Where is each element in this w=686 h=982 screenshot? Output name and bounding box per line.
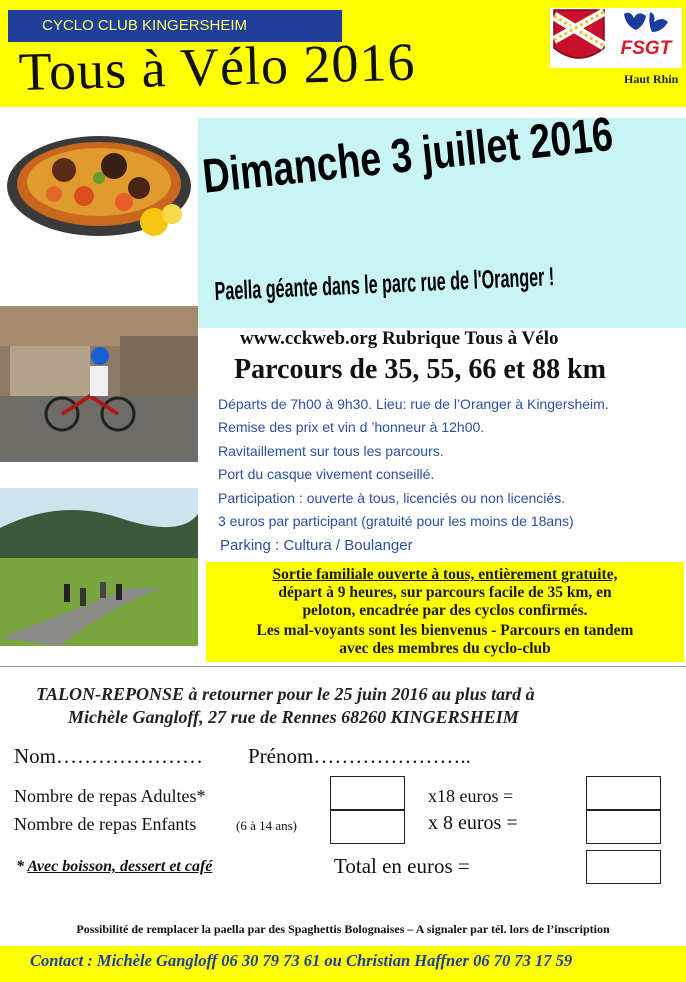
family-line: départ à 9 heures, sur parcours facile de 35 km, en bbox=[278, 584, 612, 601]
family-line: peloton, encadrée par des cyclos confirmés. bbox=[302, 602, 588, 619]
adult-total-input[interactable] bbox=[586, 776, 661, 810]
info-line: Remise des prix et vin d ’honneur à 12h00. bbox=[218, 419, 485, 435]
website-line: www.cckweb.org Rubrique Tous à Vélo bbox=[240, 328, 559, 349]
child-cyclist-photo-icon bbox=[0, 306, 198, 462]
logos bbox=[550, 8, 682, 68]
total-label: Total en euros = bbox=[334, 854, 470, 878]
landscape-cyclists-photo-icon bbox=[0, 488, 198, 646]
talon-heading: TALON-REPONSE à retourner pour le 25 juin 2016 au plus tard à bbox=[36, 684, 535, 704]
footer-note: Possibilité de remplacer la paella par des Spaghettis Bolognaises – A signaler par tél. lors de l’inscription bbox=[76, 922, 610, 936]
contact-line: Contact : Michèle Gangloff 06 30 79 73 61 ou Christian Haffner 06 70 73 17 59 bbox=[30, 951, 573, 970]
nom-field[interactable]: Nom………………… bbox=[14, 744, 203, 768]
fsgt-logo-text: FSGT bbox=[620, 38, 672, 59]
family-line: Sortie familiale ouverte à tous, entièrement gratuite, bbox=[272, 566, 618, 583]
family-line: avec des membres du cyclo-club bbox=[339, 640, 551, 657]
club-name-banner: CYCLO CLUB KINGERSHEIM bbox=[8, 10, 342, 42]
meal-note-text: Avec boisson, dessert et café bbox=[27, 858, 213, 875]
adult-price-label: x18 euros = bbox=[428, 786, 514, 806]
meal-note bbox=[16, 858, 212, 876]
child-meals-label: Nombre de repas Enfants bbox=[14, 814, 197, 834]
adult-meals-label: Nombre de repas Adultes* bbox=[14, 786, 206, 806]
family-line: Les mal-voyants sont les bienvenus - Parcours en tandem bbox=[256, 622, 634, 639]
region-label: Haut Rhin bbox=[624, 72, 679, 86]
info-line: Ravitaillement sur tous les parcours. bbox=[218, 443, 444, 459]
routes-line: Parcours de 35, 55, 66 et 88 km bbox=[234, 354, 606, 385]
info-line: 3 euros par participant (gratuité pour les moins de 18ans) bbox=[218, 513, 574, 529]
child-price-label: x 8 euros = bbox=[428, 812, 518, 834]
event-date: Dimanche 3 juillet 2016 bbox=[200, 107, 616, 204]
info-line: Participation : ouverte à tous, licenciés ou non licenciés. bbox=[218, 490, 566, 506]
child-total-input[interactable] bbox=[586, 810, 661, 844]
grand-total-input[interactable] bbox=[586, 850, 661, 884]
paella-tagline: Paella géante dans le parc rue de l'Oranger ! bbox=[214, 261, 555, 306]
info-line: Départs de 7h00 à 9h30. Lieu: rue de l’Oranger à Kingersheim. bbox=[218, 396, 609, 412]
divider bbox=[0, 666, 686, 667]
adult-meals-input[interactable] bbox=[330, 776, 405, 810]
paella-photo-icon bbox=[4, 118, 194, 262]
meal-note-star: * bbox=[16, 858, 24, 875]
prenom-field[interactable]: Prénom………………….. bbox=[248, 744, 471, 768]
child-age-label: (6 à 14 ans) bbox=[236, 818, 298, 833]
info-line: Port du casque vivement conseillé. bbox=[218, 466, 435, 482]
info-line: Parking : Cultura / Boulanger bbox=[220, 537, 413, 554]
child-meals-input[interactable] bbox=[330, 810, 405, 844]
talon-address: Michèle Gangloff, 27 rue de Rennes 68260 KINGERSHEIM bbox=[68, 707, 519, 727]
main-title: Tous à Vélo 2016 bbox=[18, 31, 417, 102]
